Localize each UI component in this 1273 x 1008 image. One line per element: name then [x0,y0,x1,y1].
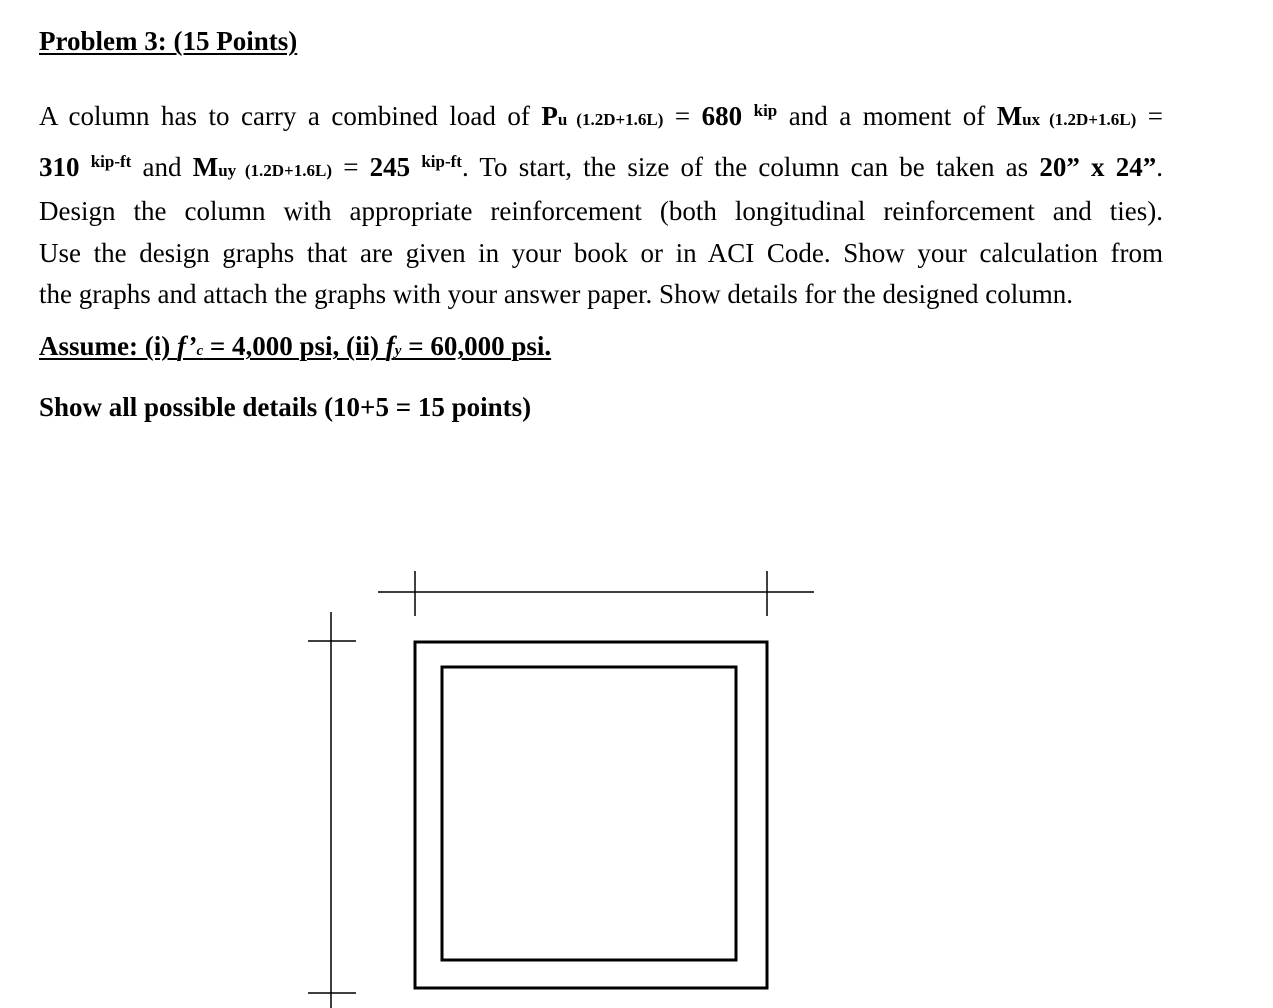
assumptions [39,331,551,362]
muy-unit: kip-ft [421,151,462,171]
text: = [332,151,370,182]
tie-outline [442,667,736,960]
fy-value: = 60,000 psi. [401,331,552,361]
pu-unit: kip [753,101,778,120]
mux-subscript: ux (1.2D+1.6L) [1022,110,1137,129]
problem-statement [39,90,1163,316]
text: A column has to carry a combined load of [39,101,542,131]
mux-symbol: M [996,101,1023,131]
points-note: Show all possible details (10+5 = 15 points) [39,392,532,422]
text: and a moment of [777,101,997,131]
fy-symbol: f [385,331,395,361]
text: = [1136,101,1163,131]
statement-line-1 [39,90,1163,141]
column-size: 20” x 24” [1039,151,1157,182]
text: and [131,151,193,182]
pu-subscript: u (1.2D+1.6L) [557,110,664,129]
statement-line-2 [39,141,1163,192]
pu-symbol: P [541,101,558,131]
mux-value: 310 [39,151,80,182]
text: . To start, the size of the column can be taken as [461,151,1040,182]
text: . [1156,151,1163,182]
muy-subscript: uy (1.2D+1.6L) [218,160,332,180]
fc-value: = 4,000 psi, (ii) [203,331,386,361]
text: = [663,101,702,131]
fc-symbol: f’ [176,331,197,361]
statement-line-5: the graphs and attach the graphs with your answer paper. Show details for the designed column. [39,279,1073,309]
mux-unit: kip-ft [90,151,132,171]
muy-symbol: M [192,151,219,182]
problem-title: Problem 3: (15 Points) [39,26,298,56]
statement-line-4: Use the design graphs that are given in your book or in ACI Code. Show your calculation from [39,237,1163,268]
text: Assume: (i) [39,331,177,361]
pu-value: 680 [701,101,743,131]
fy-subscript: y [394,343,402,359]
muy-value: 245 [369,151,411,182]
statement-line-3: Design the column with appropriate reinforcement (both longitudinal reinforcement and ties). [39,196,1163,226]
column-outline [415,642,767,988]
fc-subscript: c [196,343,204,359]
